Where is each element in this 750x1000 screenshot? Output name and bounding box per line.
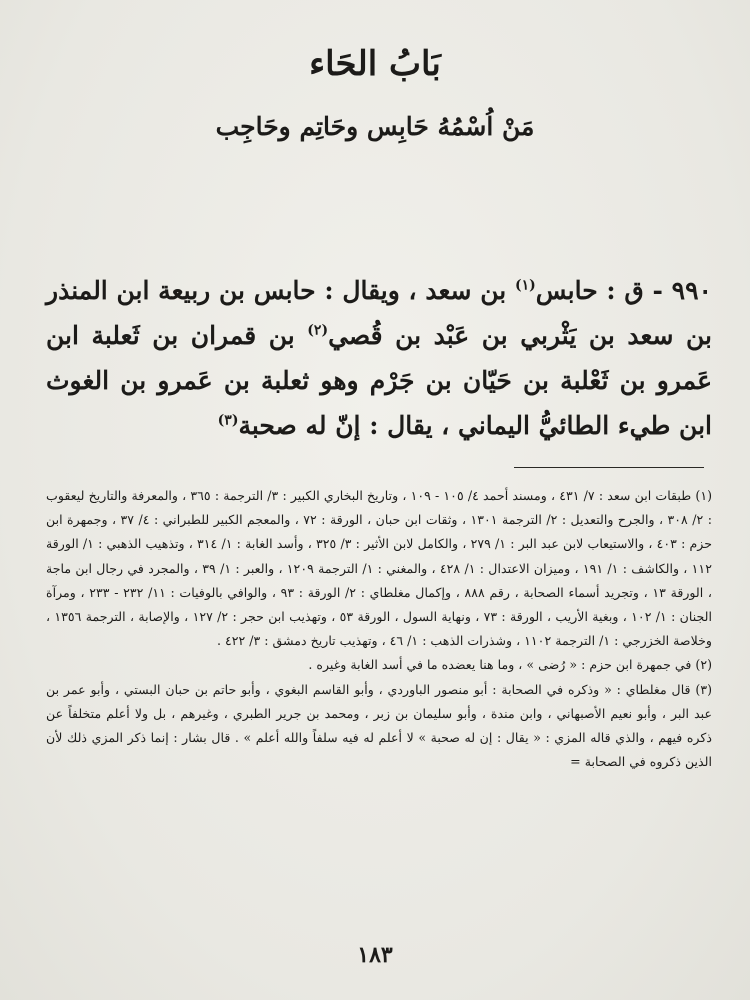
page-number: ١٨٣ <box>357 942 393 968</box>
section-title: مَنْ اُسْمُهُ حَابِس وحَاتِم وحَاجِب <box>215 112 535 141</box>
footnote-2: (٢) في جمهرة ابن حزم : « رُضى » ، وما هنا يعضده ما في أسد الغابة وغيره . <box>308 657 712 673</box>
footnote-divider <box>514 467 704 468</box>
entry-number: ٩٩٠ - ق : <box>606 276 712 305</box>
entry-text-2: بن سعد ، ويقال : حابس بن ربيعة ابن المنذر بن سعد بن يَثْربي بن عَبْد بن قُصي <box>46 276 712 350</box>
entry-990 <box>46 268 712 448</box>
footnotes <box>46 484 712 774</box>
chapter-title: بَابُ الحَاء <box>309 44 441 84</box>
entry-text-1: حابس <box>535 276 598 305</box>
entry-text-3: بن قمران بن ثَعلبة ابن عَمرو بن ثَعْلبة بن حَيّان بن جَرْم وهو ثعلبة بن عَمرو بن الغوث ابن طيء الطائيُّ اليماني ، يقال : إنّ له صحبة <box>46 321 712 440</box>
footnote-1: (١) طبقات ابن سعد : ٧/ ٤٣١ ، ومسند أحمد ٤/ ١٠٥ - ١٠٩ ، وتاريخ البخاري الكبير : ٣/ الترجمة : ٣٦٥ ، والمعرفة والتاريخ ليعقوب : ٢/ ٣٠٨ ، والجرح والتعديل : ٢/ الترجمة ١٣٠١ ، وثقات ابن حبان ، الورقة : ٧٢ ، والمعجم الكبير للطبراني : ٤/ ٣٧ ، وجمهرة ابن حزم : ٤٠٣ ، والاستيعاب لابن عبد البر : ١/ ٢٧٩ ، والكامل لابن الأثير : ٣/ ٣٢٥ ، وأسد الغابة : ١/ ٣١٤ ، وتذهيب الذهبي : ١/ الورقة ١١٢ ، والكاشف : ١/ ١٩١ ، وميزان الاعتدال : ١/ ٤٢٨ ، والمغني : ١/ الترجمة ١٢٠٩ ، والعبر : ١/ ٣٩ ، والمجرد في رجال ابن ماجة ، الورقة ١٣ ، وتجريد أسماء الصحابة ، رقم ٨٨٨ ، وإكمال مغلطاي : ٢/ الورقة : ٩٣ ، والوافي بالوفيات : ١١/ ٢٣٢ - ٢٣٣ ، ومرآة الجنان : ١/ ١٠٢ ، وبغية الأريب ، الورقة : ٧٣ ، ونهاية السول ، الورقة ٥٣ ، وتهذيب ابن حجر : ٢/ ١٢٧ ، والإصابة ، الترجمة ١٣٥٦ ، وخلاصة الخزرجي : ١/ الترجمة ١١٠٢ ، وشذرات الذهب : ١/ ٤٦ ، وتهذيب تاريخ دمشق : ٣/ ٤٢٢ . <box>46 488 713 649</box>
footnote-ref-1[interactable]: (١) <box>514 277 536 294</box>
footnote-ref-2[interactable]: (٢) <box>307 322 329 339</box>
footnote-ref-3[interactable]: (٣) <box>217 412 239 429</box>
footnote-3: (٣) قال مغلطاي : « وذكره في الصحابة : أبو منصور الباوردي ، وأبو القاسم البغوي ، وأبو حاتم بن حبان البستي ، وأبو عمر بن عبد البر ، وأبو نعيم الأصبهاني ، وابن مندة ، وأبو سليمان بن زبر ، ومحمد بن جرير الطبري ، وغيرهم ، بل ولا أعلم متخلفاً عن ذكره فيهم ، والذي قاله المزي : « يقال : إن له صحبة » لا أعلم له فيه سلفاً والله أعلم » . قال بشار : إنما ذكر المزي ذلك لأن الذين ذكروه في الصحابة = <box>46 681 712 770</box>
